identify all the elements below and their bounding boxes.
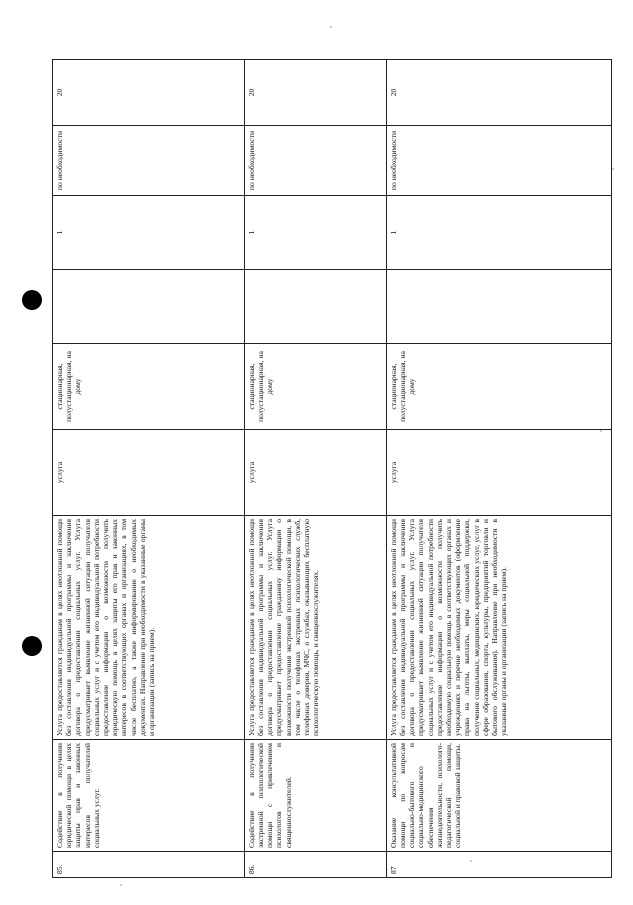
service-term: 20 bbox=[53, 60, 245, 126]
service-form: стационарная, полустационарная, на дому bbox=[386, 344, 611, 430]
service-frequency: по необходимости bbox=[244, 126, 386, 196]
service-description: Услуга предоставляется гражданам в целях неотложной помощи без составления индивидуальной программы и заключения договора о предоставлении социальных услуг. Услуга предусматривает выявление жизненной ситуации получателя социальных услуг и с учетом его индивидуальной потребности предоставление информации о возможности получить необходимую социальную помощь в соответствующих органах и учреждениях и перечне необходимых документов (оформление права на льготы, выплаты, меры социальной поддержки, получение социальных, медицинских, юридических услуг, услуг в сфере образования, спорта, культуры, предприятий торговли и бытового обслуживания). Направление при необходимости в указанные органы и организации (запись на прием). bbox=[386, 516, 611, 740]
table-row bbox=[53, 60, 245, 878]
service-name: Содействие в получении юридической помощи в целях защиты прав и законных интересов получателей социальных услуг. bbox=[53, 740, 245, 852]
rotated-document-page bbox=[52, 60, 612, 878]
service-description: Услуга предоставляется гражданам в целях неотложной помощи без составления индивидуальной программы и заключения договора о предоставлении социальных услуг. Услуга предусматривает выявление жизненной ситуации получателя социальных услуг и с учетом его индивидуальной потребности предоставление информации о возможности получить юридическую помощь в целях защиты его прав и законных интересов в соответствующих органах и организациях, в том числе бесплатно, а также информирование о необходимых документах. Направление при необходимости в указанные органы и организации (запись на прием). bbox=[53, 516, 245, 740]
service-frequency: по необходимости bbox=[53, 126, 245, 196]
services-table bbox=[52, 59, 612, 878]
service-form: стационарная, полустационарная, на дому bbox=[244, 344, 386, 430]
row-number: 87 bbox=[386, 852, 611, 878]
volume-cell: 1 bbox=[244, 196, 386, 270]
volume-cell: 1 bbox=[386, 196, 611, 270]
scan-speck bbox=[612, 168, 614, 170]
service-unit: услуга bbox=[53, 430, 245, 516]
service-description: Услуга предоставляется гражданам в целях неотложной помощи без составления индивидуальной программы и заключения договора о предоставлении социальных услуг. Услуга предусматривает предоставление гражданину информации о возможности получения экстренной психологической помощи, в том числе о телефонах экстренных психологических служб, телефонах доверия, МЧС, о службах, оказывающих бесплатную психологическую помощь, и священнослужителях. bbox=[244, 516, 386, 740]
empty-cell bbox=[53, 270, 245, 344]
empty-cell bbox=[244, 270, 386, 344]
volume-cell: 1 bbox=[53, 196, 245, 270]
service-unit: услуга bbox=[244, 430, 386, 516]
service-term: 20 bbox=[244, 60, 386, 126]
punch-hole-bottom bbox=[22, 636, 42, 656]
scan-speck bbox=[330, 26, 332, 28]
empty-cell bbox=[386, 270, 611, 344]
punch-hole-top bbox=[22, 290, 42, 310]
service-name: Оказание консультативной помощи по вопросам социально-бытового и социально-медицинского обеспечения жизнедеятельности, психолого-педагогической помощи, социальной и правовой защиты. bbox=[386, 740, 611, 852]
scan-speck bbox=[120, 884, 122, 886]
row-number: 86. bbox=[244, 852, 386, 878]
table-row bbox=[244, 60, 386, 878]
service-term: 20 bbox=[386, 60, 611, 126]
service-frequency: по необходимости bbox=[386, 126, 611, 196]
service-unit: услуга bbox=[386, 430, 611, 516]
service-name: Содействие в получении экстренной психологической помощи с привлечением психологов и священнослужителей. bbox=[244, 740, 386, 852]
service-form: стационарная, полустационарная, на дому bbox=[53, 344, 245, 430]
row-number: 85. bbox=[53, 852, 245, 878]
table-row bbox=[386, 60, 611, 878]
